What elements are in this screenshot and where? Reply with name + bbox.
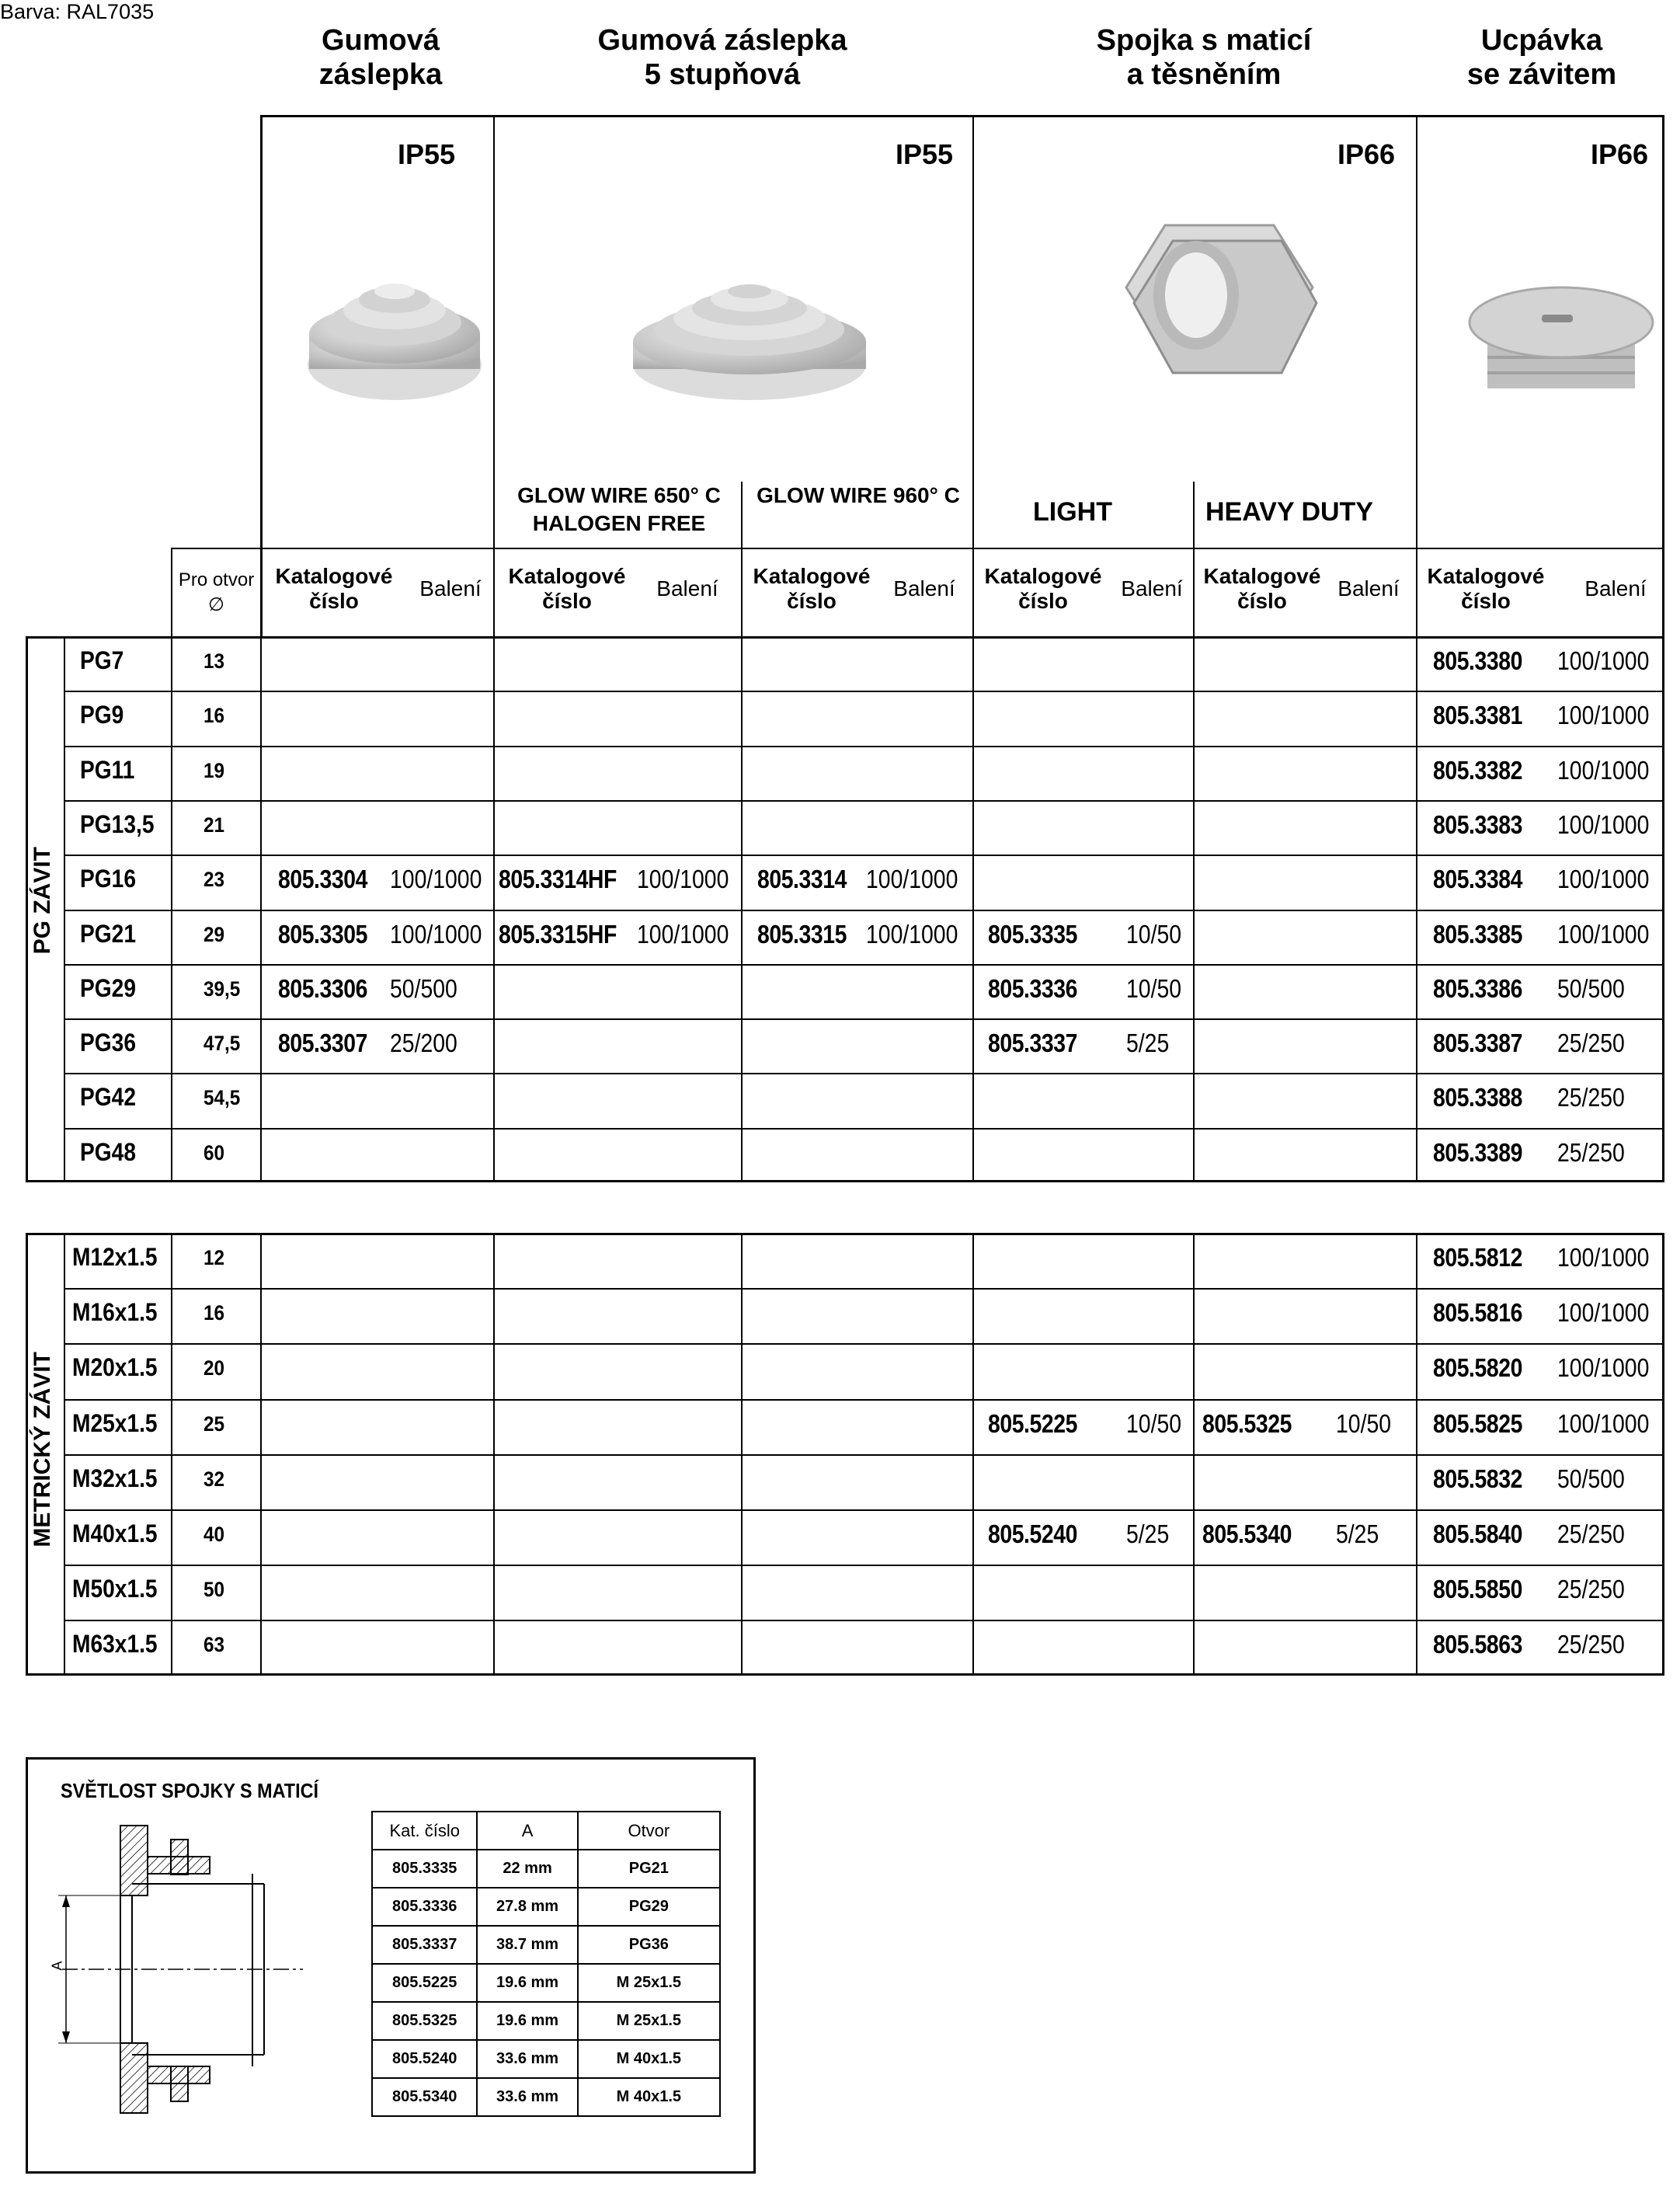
table-row bbox=[372, 2002, 720, 2040]
catalog-number: 805.3304 bbox=[278, 865, 367, 894]
svetlost-cell: 805.3335 bbox=[372, 1850, 477, 1888]
ip-rating: IP55 bbox=[398, 138, 456, 170]
hole-diameter: 19 bbox=[203, 758, 225, 782]
catalog-number: 805.3385 bbox=[1433, 919, 1522, 949]
svetlost-cell: 27.8 mm bbox=[477, 1888, 577, 1926]
katalog-header: Katalogové číslo bbox=[1427, 564, 1545, 613]
glow-wire-650-label: GLOW WIRE 650° C HALOGEN FREE bbox=[517, 483, 721, 535]
thread-label: PG9 bbox=[80, 701, 124, 729]
catalog-number: 805.5825 bbox=[1433, 1408, 1522, 1438]
baleni-header: Balení bbox=[1121, 576, 1183, 600]
heavy-duty-label: HEAVY DUTY bbox=[1205, 497, 1374, 527]
catalog-number: 805.3305 bbox=[278, 919, 367, 949]
packaging: 100/1000 bbox=[1557, 1298, 1650, 1328]
coupling-nut-image bbox=[1118, 210, 1320, 396]
catalog-number: 805.3387 bbox=[1433, 1029, 1522, 1058]
threaded-plug-image bbox=[1464, 280, 1658, 404]
svetlost-cell: PG36 bbox=[578, 1926, 720, 1964]
catalog-number: 805.3381 bbox=[1433, 701, 1522, 730]
hole-diameter: 25 bbox=[203, 1412, 225, 1436]
catalog-number: 805.5832 bbox=[1433, 1464, 1522, 1493]
hole-diameter: 40 bbox=[203, 1523, 225, 1546]
catalog-number: 805.3306 bbox=[278, 973, 367, 1003]
packaging: 10/50 bbox=[1336, 1408, 1392, 1438]
packaging: 100/1000 bbox=[1557, 1243, 1650, 1272]
svetlost-table bbox=[371, 1811, 721, 2117]
hole-diameter: 29 bbox=[203, 922, 225, 946]
packaging: 100/1000 bbox=[1557, 646, 1650, 675]
hole-diameter: 32 bbox=[203, 1467, 225, 1491]
packaging: 5/25 bbox=[1126, 1519, 1170, 1548]
svetlost-cell: 33.6 mm bbox=[477, 2078, 577, 2116]
katalog-header: Katalogové číslo bbox=[984, 564, 1102, 613]
header-threaded-plug: Ucpávka se závitem bbox=[1466, 24, 1617, 91]
light-label: LIGHT bbox=[1033, 497, 1112, 527]
catalog-number: 805.5225 bbox=[988, 1408, 1077, 1438]
svetlost-cell: 805.5225 bbox=[372, 1964, 477, 2002]
table-row bbox=[372, 1926, 720, 1964]
ip-rating: IP66 bbox=[1591, 138, 1649, 170]
packaging: 5/25 bbox=[1126, 1029, 1170, 1058]
catalog-number: 805.3383 bbox=[1433, 809, 1522, 839]
table-row bbox=[372, 1850, 720, 1888]
dimension-a-label: A bbox=[49, 1961, 65, 1971]
thread-label: PG36 bbox=[80, 1029, 137, 1057]
hole-diameter: 47,5 bbox=[203, 1032, 241, 1056]
packaging: 100/1000 bbox=[1557, 809, 1650, 839]
hole-diameter: 16 bbox=[203, 1301, 225, 1325]
packaging: 100/1000 bbox=[637, 919, 729, 949]
packaging: 100/1000 bbox=[866, 865, 958, 894]
catalog-number: 805.3389 bbox=[1433, 1137, 1522, 1167]
catalog-number: 805.3335 bbox=[988, 919, 1077, 949]
ip-rating: IP66 bbox=[1337, 138, 1396, 170]
svetlost-cell: 805.5240 bbox=[372, 2040, 477, 2078]
svetlost-cell: 19.6 mm bbox=[477, 2002, 577, 2040]
thread-label: PG21 bbox=[80, 919, 137, 948]
header-coupling: Spojka s maticí a těsněním bbox=[1096, 24, 1312, 91]
catalog-number: 805.5820 bbox=[1433, 1353, 1522, 1383]
baleni-header: Balení bbox=[1584, 576, 1647, 600]
svetlost-cell: 805.3337 bbox=[372, 1926, 477, 1964]
svetlost-cell: PG29 bbox=[578, 1888, 720, 1926]
svetlost-header: A bbox=[477, 1812, 577, 1850]
thread-label: PG29 bbox=[80, 973, 137, 1002]
packaging: 100/1000 bbox=[390, 919, 482, 949]
color-note: Barva: RAL7035 bbox=[0, 0, 155, 23]
packaging: 100/1000 bbox=[866, 919, 958, 949]
catalog-number: 805.5863 bbox=[1433, 1630, 1522, 1659]
svetlost-cell: 805.5340 bbox=[372, 2078, 477, 2116]
svetlost-cell: 22 mm bbox=[477, 1850, 577, 1888]
thread-label: M63x1.5 bbox=[72, 1630, 158, 1659]
hole-diameter: 21 bbox=[203, 813, 225, 837]
svetlost-cell: 33.6 mm bbox=[477, 2040, 577, 2078]
baleni-header: Balení bbox=[656, 576, 718, 600]
catalog-number: 805.5812 bbox=[1433, 1243, 1522, 1272]
glow-wire-960-label: GLOW WIRE 960° C bbox=[757, 483, 960, 507]
svetlost-cell: 805.5325 bbox=[372, 2002, 477, 2040]
svetlost-cell: PG21 bbox=[578, 1850, 720, 1888]
svetlost-cell: M 25x1.5 bbox=[578, 2002, 720, 2040]
packaging: 25/250 bbox=[1557, 1630, 1625, 1659]
catalog-number: 805.3314 bbox=[757, 865, 847, 894]
packaging: 10/50 bbox=[1126, 919, 1182, 949]
packaging: 100/1000 bbox=[390, 865, 482, 894]
thread-label: PG13,5 bbox=[80, 809, 155, 838]
packaging: 100/1000 bbox=[1557, 755, 1650, 785]
hole-diameter: 20 bbox=[203, 1356, 225, 1380]
packaging: 100/1000 bbox=[1557, 701, 1650, 730]
thread-label: PG16 bbox=[80, 865, 137, 893]
rubber-plug-5-step-image bbox=[614, 249, 885, 412]
catalog-number: 805.5850 bbox=[1433, 1575, 1522, 1604]
header-rubber-plug-5-step: Gumová záslepka 5 stupňová bbox=[597, 24, 847, 91]
packaging: 25/250 bbox=[1557, 1575, 1625, 1604]
packaging: 50/500 bbox=[390, 973, 457, 1003]
svetlost-cell: 19.6 mm bbox=[477, 1964, 577, 2002]
table-row bbox=[372, 1888, 720, 1926]
thread-label: M40x1.5 bbox=[72, 1519, 158, 1547]
packaging: 100/1000 bbox=[1557, 1353, 1650, 1383]
ip-rating: IP55 bbox=[896, 138, 954, 170]
thread-label: M25x1.5 bbox=[72, 1408, 158, 1437]
hole-diameter: 23 bbox=[203, 868, 225, 892]
thread-label: M16x1.5 bbox=[72, 1298, 158, 1327]
packaging: 100/1000 bbox=[1557, 1408, 1650, 1438]
coupling-cross-section-drawing bbox=[47, 1810, 326, 2129]
catalog-number: 805.3388 bbox=[1433, 1083, 1522, 1112]
catalog-number: 805.3337 bbox=[988, 1029, 1077, 1058]
hole-diameter: 63 bbox=[203, 1633, 225, 1657]
hole-diameter: 12 bbox=[203, 1246, 225, 1269]
table-row bbox=[372, 2078, 720, 2116]
packaging: 25/250 bbox=[1557, 1519, 1625, 1548]
catalog-number: 805.3382 bbox=[1433, 755, 1522, 785]
catalog-number: 805.3336 bbox=[988, 973, 1077, 1003]
thread-label: PG7 bbox=[80, 646, 124, 674]
packaging: 100/1000 bbox=[1557, 865, 1650, 894]
packaging: 5/25 bbox=[1336, 1519, 1379, 1548]
thread-label: PG48 bbox=[80, 1137, 137, 1166]
katalog-header: Katalogové číslo bbox=[508, 564, 626, 613]
thread-label: M20x1.5 bbox=[72, 1353, 158, 1382]
hole-diameter: 39,5 bbox=[203, 976, 241, 1001]
packaging: 100/1000 bbox=[1557, 919, 1650, 949]
catalog-number: 805.5340 bbox=[1202, 1519, 1292, 1548]
packaging: 25/250 bbox=[1557, 1029, 1625, 1058]
hole-diameter: 54,5 bbox=[203, 1086, 241, 1110]
catalog-number: 805.5240 bbox=[988, 1519, 1077, 1548]
pg-section-label: PG ZÁVIT bbox=[30, 847, 55, 955]
packaging: 25/200 bbox=[390, 1029, 457, 1058]
katalog-header: Katalogové číslo bbox=[753, 564, 871, 613]
baleni-header: Balení bbox=[419, 576, 482, 600]
catalog-number: 805.5840 bbox=[1433, 1519, 1522, 1548]
packaging: 50/500 bbox=[1557, 973, 1625, 1003]
catalog-number: 805.3380 bbox=[1433, 646, 1522, 675]
thread-label: M50x1.5 bbox=[72, 1575, 158, 1603]
katalog-header: Katalogové číslo bbox=[275, 564, 393, 613]
svetlost-cell: 38.7 mm bbox=[477, 1926, 577, 1964]
thread-label: PG11 bbox=[80, 755, 135, 784]
packaging: 25/250 bbox=[1557, 1137, 1625, 1167]
svetlost-title: SVĚTLOST SPOJKY S MATICÍ bbox=[61, 1779, 318, 1802]
katalog-header: Katalogové číslo bbox=[1203, 564, 1321, 613]
header-rubber-plug: Gumová záslepka bbox=[318, 24, 443, 91]
catalog-number: 805.5816 bbox=[1433, 1298, 1522, 1328]
table-row bbox=[372, 2040, 720, 2078]
hole-diameter: 16 bbox=[203, 704, 225, 728]
catalog-number: 805.3386 bbox=[1433, 973, 1522, 1003]
packaging: 100/1000 bbox=[637, 865, 729, 894]
svetlost-header: Kat. číslo bbox=[372, 1812, 477, 1850]
svetlost-cell: M 40x1.5 bbox=[578, 2078, 720, 2116]
table-row bbox=[372, 1964, 720, 2002]
svetlost-cell: 805.3336 bbox=[372, 1888, 477, 1926]
packaging: 10/50 bbox=[1126, 1408, 1182, 1438]
catalog-number: 805.3314HF bbox=[499, 865, 617, 894]
thread-label: M12x1.5 bbox=[72, 1243, 158, 1271]
catalog-number: 805.3315HF bbox=[499, 919, 617, 949]
baleni-header: Balení bbox=[893, 576, 955, 600]
packaging: 50/500 bbox=[1557, 1464, 1625, 1493]
baleni-header: Balení bbox=[1337, 576, 1400, 600]
catalog-number: 805.3315 bbox=[757, 919, 847, 949]
packaging: 25/250 bbox=[1557, 1083, 1625, 1112]
thread-label: M32x1.5 bbox=[72, 1464, 158, 1492]
hole-diameter: 60 bbox=[203, 1140, 225, 1164]
packaging: 10/50 bbox=[1126, 973, 1182, 1003]
pro-otvor-header: Pro otvor ∅ bbox=[178, 569, 255, 615]
svetlost-cell: M 40x1.5 bbox=[578, 2040, 720, 2078]
catalog-number: 805.3384 bbox=[1433, 865, 1522, 894]
metric-section-label: METRICKÝ ZÁVIT bbox=[30, 1352, 55, 1547]
thread-label: PG42 bbox=[80, 1083, 137, 1112]
hole-diameter: 13 bbox=[203, 649, 225, 673]
hole-diameter: 50 bbox=[203, 1578, 225, 1602]
svetlost-header: Otvor bbox=[578, 1812, 720, 1850]
rubber-plug-image bbox=[295, 249, 497, 412]
catalog-number: 805.3307 bbox=[278, 1029, 367, 1058]
svetlost-cell: M 25x1.5 bbox=[578, 1964, 720, 2002]
catalog-number: 805.5325 bbox=[1202, 1408, 1292, 1438]
